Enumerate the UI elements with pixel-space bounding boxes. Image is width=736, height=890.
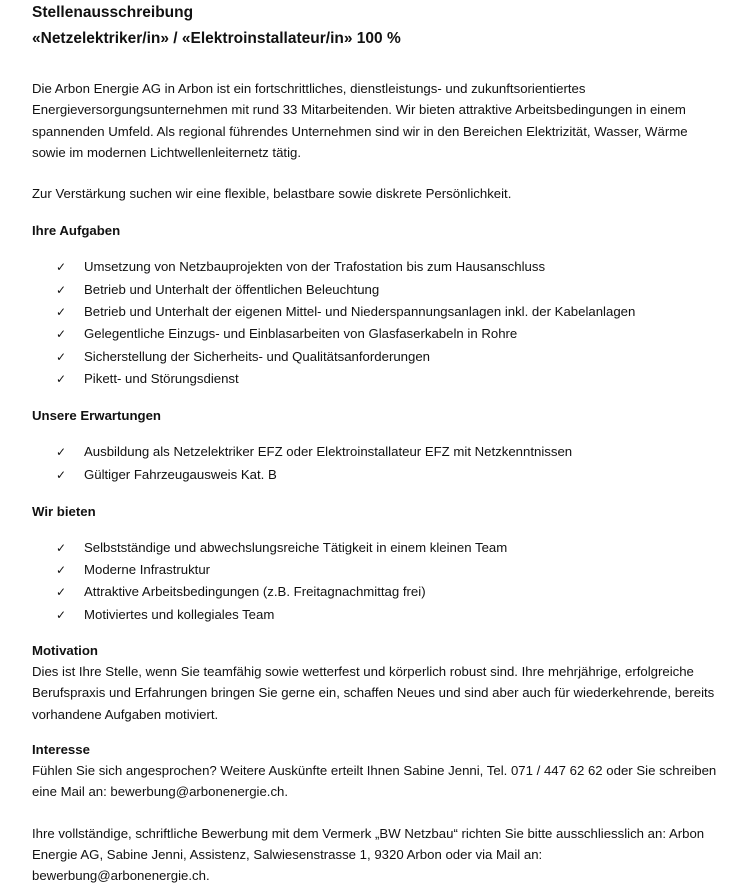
check-icon: ✓	[56, 305, 67, 320]
list-item: ✓ Betrieb und Unterhalt der eigenen Mittel- und Niederspannungsanlagen inkl. der Kabelanlagen	[32, 301, 722, 323]
document-title: Stellenausschreibung	[32, 4, 194, 21]
erwartungen-list	[32, 441, 722, 486]
job-posting-document	[32, 0, 722, 886]
job-title: «Netzelektriker/in» / «Elektroinstallateur/in» 100 %	[32, 30, 401, 47]
motivation-text: Dies ist Ihre Stelle, wenn Sie teamfähig sowie wetterfest und körperlich robust sind. Ihre mehrjährige, erfolgreiche Berufspraxis und Erfahrungen bringen Sie gerne ein, schaffen Neues und sind aber auch für wiederkehrende, bereits vorhandene Aufgaben motiviert.	[32, 664, 715, 722]
list-item: ✓ Betrieb und Unterhalt der öffentlichen Beleuchtung	[32, 279, 722, 301]
check-icon: ✓	[56, 607, 67, 622]
section-heading-motivation: Motivation	[32, 643, 98, 659]
section-heading-interesse: Interesse	[32, 741, 90, 757]
check-icon: ✓	[56, 349, 67, 364]
check-icon: ✓	[56, 563, 67, 578]
aufgaben-list	[32, 256, 722, 390]
check-icon: ✓	[56, 445, 67, 460]
check-icon: ✓	[56, 467, 67, 482]
bieten-list	[32, 537, 722, 626]
section-heading-bieten: Wir bieten	[32, 503, 96, 519]
list-item: ✓ Pikett- und Störungsdienst	[32, 368, 722, 390]
list-item: ✓ Motiviertes und kollegiales Team	[32, 604, 722, 626]
interesse-text: Fühlen Sie sich angesprochen? Weitere Auskünfte erteilt Ihnen Sabine Jenni, Tel. 071 / 447 62 62 oder Sie schreiben eine Mail an: bewerbung@arbonenergie.ch.	[32, 762, 717, 800]
list-item: ✓ Umsetzung von Netzbauprojekten von der Trafostation bis zum Hausanschluss	[32, 256, 722, 278]
check-icon: ✓	[56, 260, 67, 275]
application-instructions: Ihre vollständige, schriftliche Bewerbung mit dem Vermerk „BW Netzbau“ richten Sie bitte ausschliesslich an: Arbon Energie AG, Sabine Jenni, Assistenz, Salwiesenstrasse 1, 9320 Arbon oder via Mail an: bewerbung@arbonenergie.ch.	[32, 825, 705, 884]
check-icon: ✓	[56, 327, 67, 342]
list-item: ✓ Sicherstellung der Sicherheits- und Qualitätsanforderungen	[32, 346, 722, 368]
lead-text: Zur Verstärkung suchen wir eine flexible, belastbare sowie diskrete Persönlichkeit.	[32, 186, 512, 202]
section-heading-erwartungen: Unsere Erwartungen	[32, 408, 161, 424]
list-item: ✓ Gelegentliche Einzugs- und Einblasarbeiten von Glasfaserkabeln in Rohre	[32, 323, 722, 345]
list-item: ✓ Ausbildung als Netzelektriker EFZ oder Elektroinstallateur EFZ mit Netzkenntnissen	[32, 441, 722, 463]
check-icon: ✓	[56, 585, 67, 600]
list-item: ✓ Attraktive Arbeitsbedingungen (z.B. Freitagnachmittag frei)	[32, 581, 722, 603]
section-heading-aufgaben: Ihre Aufgaben	[32, 223, 121, 239]
list-item: ✓ Gültiger Fahrzeugausweis Kat. B	[32, 464, 722, 486]
list-item: ✓ Moderne Infrastruktur	[32, 559, 722, 581]
company-intro: Die Arbon Energie AG in Arbon ist ein fortschrittliches, dienstleistungs- und zukunftsorientiertes Energieversorgungsunternehmen mit rund 33 Mitarbeitenden. Wir bieten attraktive Arbeitsbedingungen in einem spannenden Umfeld. Als regional führendes Unternehmen sind wir in den Bereichen Elektrizität, Wasser, Wärme sowie im modernen Lichtwellenleiternetz tätig.	[32, 81, 688, 160]
list-item: ✓ Selbstständige und abwechslungsreiche Tätigkeit in einem kleinen Team	[32, 537, 722, 559]
check-icon: ✓	[56, 282, 67, 297]
check-icon: ✓	[56, 371, 67, 386]
check-icon: ✓	[56, 540, 67, 555]
